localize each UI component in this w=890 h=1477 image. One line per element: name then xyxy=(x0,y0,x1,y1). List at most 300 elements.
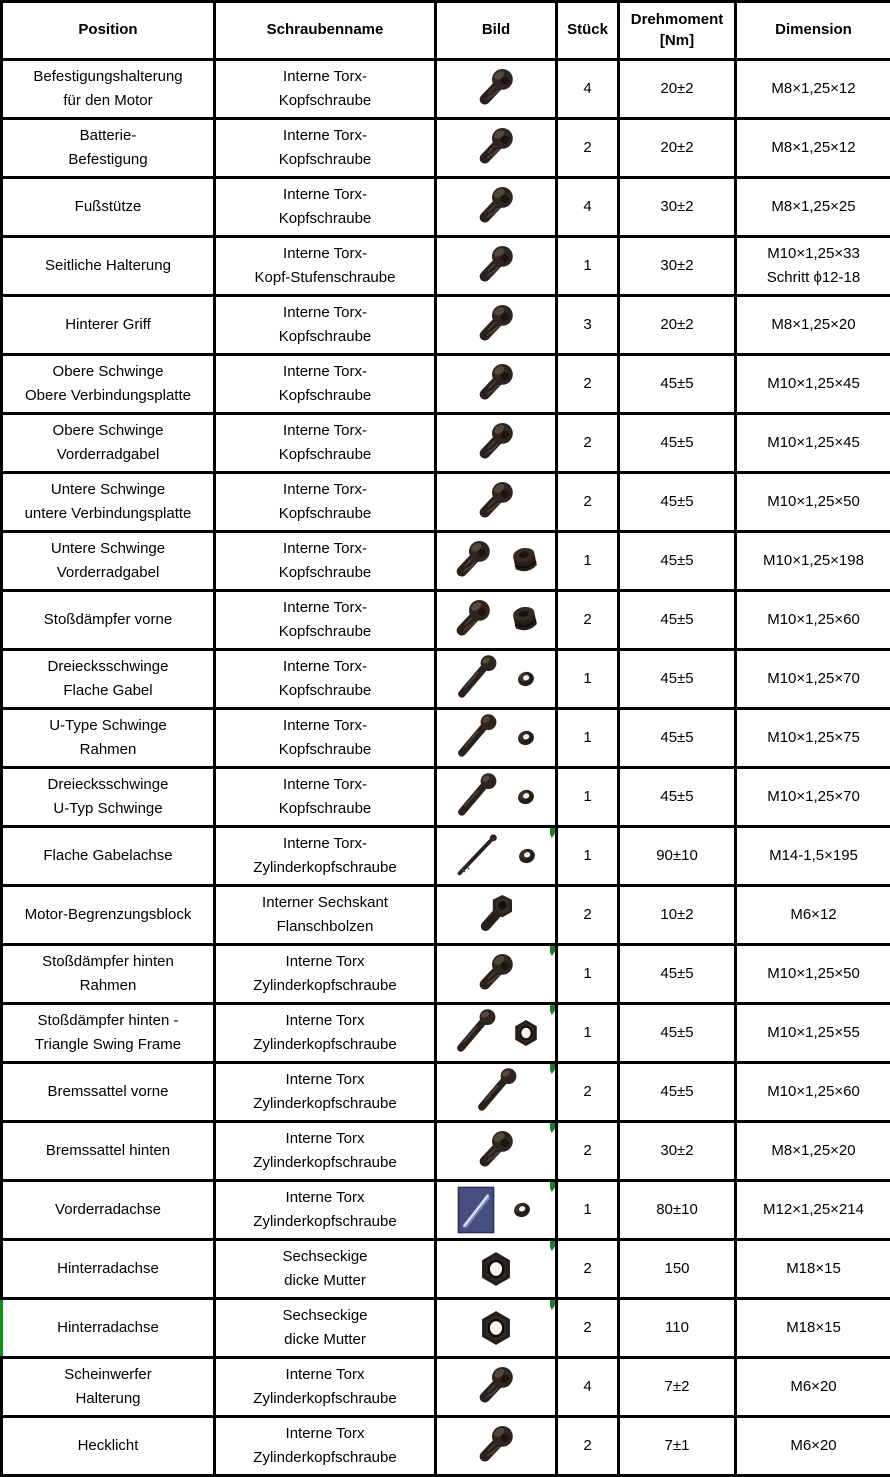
table-header xyxy=(2,2,890,60)
position-cell xyxy=(2,119,215,178)
cell-line: 10±2 xyxy=(622,903,732,927)
drehmoment-cell xyxy=(619,473,736,532)
cell-line: 45±5 xyxy=(622,1080,732,1104)
cell-line: für den Motor xyxy=(5,89,211,113)
cell-line: Interne Torx- xyxy=(218,773,432,797)
schraubenname-cell xyxy=(215,296,436,355)
cell-line: 20±2 xyxy=(622,136,732,160)
table-row xyxy=(2,1358,890,1417)
cell-line: M10×1,25×50 xyxy=(739,490,888,514)
dimension-cell xyxy=(736,473,890,532)
stueck-cell xyxy=(557,296,619,355)
table-row xyxy=(2,886,890,945)
torx-screw-icon xyxy=(472,242,520,290)
cell-line: Interne Torx- xyxy=(218,124,432,148)
cell-line: 1 xyxy=(560,1021,615,1045)
cell-line: Kopfschraube xyxy=(218,738,432,762)
cell-line: dicke Mutter xyxy=(218,1269,432,1293)
cell-line: U-Typ Schwinge xyxy=(5,797,211,821)
dimension-cell xyxy=(736,178,890,237)
col-header-dimension: Dimension xyxy=(736,2,890,60)
table-row xyxy=(2,1240,890,1299)
cell-line: M10×1,25×45 xyxy=(739,431,888,455)
stueck-cell xyxy=(557,945,619,1004)
drehmoment-cell xyxy=(619,1181,736,1240)
cell-line: Interner Sechskant xyxy=(218,891,432,915)
flange-nut-icon xyxy=(506,601,544,639)
torx-screw-icon xyxy=(472,183,520,231)
bild-image-frame xyxy=(436,1181,557,1240)
position-cell xyxy=(2,768,215,827)
dimension-cell xyxy=(736,1181,890,1240)
bild-cell xyxy=(436,414,557,473)
dimension-cell xyxy=(736,827,890,886)
cell-line: Seitliche Halterung xyxy=(5,254,211,278)
header-row xyxy=(2,2,890,60)
cell-line: Sechseckige xyxy=(218,1245,432,1269)
cell-line: Triangle Swing Frame xyxy=(5,1033,211,1057)
drehmoment-cell xyxy=(619,1063,736,1122)
dimension-cell xyxy=(736,1299,890,1358)
blue-axle-icon xyxy=(455,1185,497,1235)
cell-line: Flache Gabel xyxy=(5,679,211,703)
schraubenname-cell xyxy=(215,1240,436,1299)
stueck-cell xyxy=(557,1004,619,1063)
table-row xyxy=(2,650,890,709)
drehmoment-cell xyxy=(619,60,736,119)
position-cell xyxy=(2,827,215,886)
bild-image-frame xyxy=(436,119,557,178)
cell-line: Kopfschraube xyxy=(218,207,432,231)
table-row xyxy=(2,355,890,414)
col-header-schraubenname: Schraubenname xyxy=(215,2,436,60)
cell-line: Zylinderkopfschraube xyxy=(218,974,432,998)
cell-line: M18×15 xyxy=(739,1316,888,1340)
cell-line: M10×1,25×60 xyxy=(739,608,888,632)
cell-line: Dreiecksschwinge xyxy=(5,655,211,679)
cell-line: Untere Schwinge xyxy=(5,478,211,502)
dimension-cell xyxy=(736,1122,890,1181)
cell-line: 45±5 xyxy=(622,726,732,750)
cell-line: Interne Torx xyxy=(218,950,432,974)
table-row xyxy=(2,945,890,1004)
bild-image-frame xyxy=(436,1299,557,1358)
drehmoment-cell xyxy=(619,768,736,827)
cell-line: 20±2 xyxy=(622,313,732,337)
cell-line: 1 xyxy=(560,1198,615,1222)
bild-image-frame xyxy=(436,945,557,1004)
green-anchor-marker xyxy=(550,1005,555,1015)
bild-image-frame xyxy=(436,591,557,650)
schraubenname-cell xyxy=(215,532,436,591)
cell-line: Interne Torx- xyxy=(218,537,432,561)
cell-line: 2 xyxy=(560,431,615,455)
drehmoment-cell xyxy=(619,296,736,355)
cell-line: 45±5 xyxy=(622,785,732,809)
drehmoment-cell xyxy=(619,650,736,709)
stueck-cell xyxy=(557,60,619,119)
cell-line: Hecklicht xyxy=(5,1434,211,1458)
position-cell xyxy=(2,591,215,650)
dimension-cell xyxy=(736,532,890,591)
bild-cell xyxy=(436,1181,557,1240)
schraubenname-cell xyxy=(215,591,436,650)
table-row xyxy=(2,60,890,119)
position-cell xyxy=(2,178,215,237)
washer-icon xyxy=(506,1194,538,1226)
cell-line: Zylinderkopfschraube xyxy=(218,1092,432,1116)
table-row xyxy=(2,1299,890,1358)
position-cell xyxy=(2,1240,215,1299)
washer-icon xyxy=(511,840,543,872)
drehmoment-cell xyxy=(619,237,736,296)
bild-cell xyxy=(436,1417,557,1476)
cell-line: Zylinderkopfschraube xyxy=(218,1033,432,1057)
torx-screw-icon xyxy=(472,65,520,113)
cell-line: Kopfschraube xyxy=(218,679,432,703)
cell-line: 2 xyxy=(560,1316,615,1340)
cell-line: M10×1,25×75 xyxy=(739,726,888,750)
cell-line: 45±5 xyxy=(622,667,732,691)
table-row xyxy=(2,237,890,296)
cell-line: 1 xyxy=(560,549,615,573)
bild-cell xyxy=(436,178,557,237)
position-cell xyxy=(2,296,215,355)
dimension-cell xyxy=(736,591,890,650)
position-cell xyxy=(2,414,215,473)
bild-image-frame xyxy=(436,827,557,886)
cell-line: 45±5 xyxy=(622,490,732,514)
cell-line: M6×12 xyxy=(739,903,888,927)
cell-line: 2 xyxy=(560,608,615,632)
cell-line: 30±2 xyxy=(622,254,732,278)
cell-line: Interne Torx- xyxy=(218,478,432,502)
dimension-cell xyxy=(736,650,890,709)
cell-line: dicke Mutter xyxy=(218,1328,432,1352)
schraubenname-cell xyxy=(215,178,436,237)
table-row xyxy=(2,414,890,473)
table-row xyxy=(2,1417,890,1476)
table-row xyxy=(2,119,890,178)
long-screw-icon xyxy=(450,1008,500,1058)
cell-line: 2 xyxy=(560,1257,615,1281)
cell-line: M8×1,25×12 xyxy=(739,136,888,160)
dimension-cell xyxy=(736,1358,890,1417)
stueck-cell xyxy=(557,178,619,237)
cell-line: M18×15 xyxy=(739,1257,888,1281)
cell-line: 45±5 xyxy=(622,549,732,573)
cell-line: Obere Schwinge xyxy=(5,419,211,443)
bild-cell xyxy=(436,1240,557,1299)
cell-line: M8×1,25×12 xyxy=(739,77,888,101)
position-cell xyxy=(2,1181,215,1240)
hex-nut-icon xyxy=(474,1306,518,1350)
bild-cell xyxy=(436,1299,557,1358)
cell-line: Befestigung xyxy=(5,148,211,172)
schraubenname-cell xyxy=(215,650,436,709)
bild-image-frame xyxy=(436,768,557,827)
cell-line: Kopfschraube xyxy=(218,325,432,349)
cell-line: Batterie- xyxy=(5,124,211,148)
cell-line: Zylinderkopfschraube xyxy=(218,1151,432,1175)
drehmoment-cell xyxy=(619,1417,736,1476)
cell-line: Obere Schwinge xyxy=(5,360,211,384)
cell-line: Interne Torx xyxy=(218,1422,432,1446)
drehmoment-cell xyxy=(619,1122,736,1181)
torx-screw-icon xyxy=(472,360,520,408)
dimension-cell xyxy=(736,1240,890,1299)
bild-cell xyxy=(436,650,557,709)
dimension-cell xyxy=(736,355,890,414)
cell-line: Interne Torx- xyxy=(218,655,432,679)
drehmoment-cell xyxy=(619,355,736,414)
bild-image-frame xyxy=(436,237,557,296)
dimension-cell xyxy=(736,119,890,178)
hex-nut-icon xyxy=(509,1016,543,1050)
cell-line: 2 xyxy=(560,1434,615,1458)
cell-line: Bremssattel vorne xyxy=(5,1080,211,1104)
long-screw-icon xyxy=(451,772,501,822)
cell-line: Rahmen xyxy=(5,974,211,998)
cell-line: M12×1,25×214 xyxy=(739,1198,888,1222)
cell-line: Interne Torx xyxy=(218,1009,432,1033)
position-cell xyxy=(2,650,215,709)
hex-flange-bolt-icon xyxy=(472,891,520,939)
cell-line: 1 xyxy=(560,844,615,868)
drehmoment-cell xyxy=(619,532,736,591)
bild-image-frame xyxy=(436,1240,557,1299)
position-cell xyxy=(2,60,215,119)
col-header-stueck: Stück xyxy=(557,2,619,60)
green-anchor-marker xyxy=(550,946,555,956)
green-anchor-marker xyxy=(550,828,555,838)
stueck-cell xyxy=(557,1063,619,1122)
cell-line: 1 xyxy=(560,667,615,691)
cell-line: Hinterer Griff xyxy=(5,313,211,337)
table-row xyxy=(2,1122,890,1181)
col-header-drehmoment: Drehmoment [Nm] xyxy=(619,2,736,60)
green-anchor-marker xyxy=(550,1182,555,1192)
drehmoment-cell xyxy=(619,709,736,768)
washer-icon xyxy=(510,781,542,813)
drehmoment-cell xyxy=(619,414,736,473)
cell-line: Interne Torx- xyxy=(218,301,432,325)
cell-line: Fußstütze xyxy=(5,195,211,219)
stueck-cell xyxy=(557,414,619,473)
bild-cell xyxy=(436,1063,557,1122)
schraubenname-cell xyxy=(215,886,436,945)
cell-line: 1 xyxy=(560,254,615,278)
cell-line: Interne Torx- xyxy=(218,419,432,443)
position-cell xyxy=(2,1417,215,1476)
dimension-cell xyxy=(736,1063,890,1122)
cell-line: 45±5 xyxy=(622,608,732,632)
cell-line: 90±10 xyxy=(622,844,732,868)
cell-line: 45±5 xyxy=(622,1021,732,1045)
cell-line: Kopfschraube xyxy=(218,148,432,172)
drehmoment-cell xyxy=(619,1299,736,1358)
cell-line: Kopf-Stufenschraube xyxy=(218,266,432,290)
bild-cell xyxy=(436,473,557,532)
cell-line: 1 xyxy=(560,726,615,750)
cell-line: Untere Schwinge xyxy=(5,537,211,561)
table-row xyxy=(2,1181,890,1240)
cell-line: 2 xyxy=(560,372,615,396)
cell-line: Schritt ϕ12-18 xyxy=(739,266,888,290)
stueck-cell xyxy=(557,1358,619,1417)
torx-screw-icon xyxy=(472,1422,520,1470)
schraubenname-cell xyxy=(215,827,436,886)
cell-line: untere Verbindungsplatte xyxy=(5,502,211,526)
stueck-cell xyxy=(557,591,619,650)
schraubenname-cell xyxy=(215,1181,436,1240)
schraubenname-cell xyxy=(215,1299,436,1358)
green-anchor-marker xyxy=(550,1241,555,1251)
dimension-cell xyxy=(736,237,890,296)
position-cell xyxy=(2,1063,215,1122)
torx-screw-icon xyxy=(472,1127,520,1175)
cell-line: Hinterradachse xyxy=(5,1257,211,1281)
stueck-cell xyxy=(557,1417,619,1476)
bild-image-frame xyxy=(436,1358,557,1417)
drehmoment-cell xyxy=(619,591,736,650)
cell-line: 80±10 xyxy=(622,1198,732,1222)
stueck-cell xyxy=(557,1181,619,1240)
torx-screw-icon xyxy=(472,950,520,998)
drehmoment-cell xyxy=(619,1004,736,1063)
cell-line: 1 xyxy=(560,962,615,986)
cell-line: 20±2 xyxy=(622,77,732,101)
cell-line: 45±5 xyxy=(622,372,732,396)
position-cell xyxy=(2,709,215,768)
dimension-cell xyxy=(736,768,890,827)
torx-screw-icon xyxy=(449,537,497,585)
bild-cell xyxy=(436,60,557,119)
cell-line: Kopfschraube xyxy=(218,443,432,467)
position-cell xyxy=(2,1358,215,1417)
drehmoment-cell xyxy=(619,178,736,237)
torx-screw-icon xyxy=(472,419,520,467)
hex-nut-icon xyxy=(474,1247,518,1291)
cell-line: Kopfschraube xyxy=(218,797,432,821)
table-row xyxy=(2,768,890,827)
stueck-cell xyxy=(557,1122,619,1181)
bild-cell xyxy=(436,1122,557,1181)
cell-line: 4 xyxy=(560,77,615,101)
cell-line: Obere Verbindungsplatte xyxy=(5,384,211,408)
bild-image-frame xyxy=(436,473,557,532)
schraubenname-cell xyxy=(215,473,436,532)
cell-line: Sechseckige xyxy=(218,1304,432,1328)
cell-line: Kopfschraube xyxy=(218,384,432,408)
cell-line: 2 xyxy=(560,490,615,514)
bild-image-frame xyxy=(436,296,557,355)
stueck-cell xyxy=(557,768,619,827)
torx-screw-icon xyxy=(472,1363,520,1411)
cell-line: U-Type Schwinge xyxy=(5,714,211,738)
schraubenname-cell xyxy=(215,414,436,473)
bild-image-frame xyxy=(436,886,557,945)
bild-cell xyxy=(436,945,557,1004)
stueck-cell xyxy=(557,650,619,709)
drehmoment-cell xyxy=(619,827,736,886)
cell-line: 150 xyxy=(622,1257,732,1281)
green-anchor-marker xyxy=(550,1300,555,1310)
dimension-cell xyxy=(736,60,890,119)
washer-icon xyxy=(510,722,542,754)
bild-image-frame xyxy=(436,532,557,591)
stueck-cell xyxy=(557,709,619,768)
bild-cell xyxy=(436,296,557,355)
dimension-cell xyxy=(736,886,890,945)
drehmoment-cell xyxy=(619,945,736,1004)
position-cell xyxy=(2,886,215,945)
cell-line: Interne Torx- xyxy=(218,832,432,856)
cell-line: Interne Torx xyxy=(218,1363,432,1387)
table-row xyxy=(2,473,890,532)
long-screw-icon xyxy=(451,713,501,763)
schraubenname-cell xyxy=(215,1004,436,1063)
bild-cell xyxy=(436,532,557,591)
cell-line: Interne Torx- xyxy=(218,183,432,207)
torx-screw-icon xyxy=(449,596,497,644)
table-row xyxy=(2,591,890,650)
cell-line: Interne Torx xyxy=(218,1186,432,1210)
bild-image-frame xyxy=(436,414,557,473)
cell-line: 2 xyxy=(560,903,615,927)
cell-line: M10×1,25×33 xyxy=(739,242,888,266)
schraubenname-cell xyxy=(215,1358,436,1417)
cell-line: Interne Torx- xyxy=(218,242,432,266)
cell-line: Interne Torx- xyxy=(218,714,432,738)
torx-screw-icon xyxy=(472,301,520,349)
drehmoment-cell xyxy=(619,1240,736,1299)
table-row xyxy=(2,532,890,591)
cell-line: 7±1 xyxy=(622,1434,732,1458)
cell-line: 2 xyxy=(560,136,615,160)
schraubenname-cell xyxy=(215,709,436,768)
stueck-cell xyxy=(557,473,619,532)
bild-cell xyxy=(436,1358,557,1417)
torx-screw-icon xyxy=(472,124,520,172)
table-row xyxy=(2,709,890,768)
cell-line: Flanschbolzen xyxy=(218,915,432,939)
cell-line: Kopfschraube xyxy=(218,502,432,526)
bild-image-frame xyxy=(436,709,557,768)
bild-image-frame xyxy=(436,178,557,237)
cell-line: Kopfschraube xyxy=(218,89,432,113)
torx-screw-icon xyxy=(472,478,520,526)
cell-line: Zylinderkopfschraube xyxy=(218,856,432,880)
table-row xyxy=(2,296,890,355)
position-cell xyxy=(2,355,215,414)
cell-line: Dreiecksschwinge xyxy=(5,773,211,797)
long-screw-icon xyxy=(471,1067,521,1117)
cell-line: Befestigungshalterung xyxy=(5,65,211,89)
dimension-cell xyxy=(736,945,890,1004)
flange-nut-icon xyxy=(506,542,544,580)
cell-line: Zylinderkopfschraube xyxy=(218,1446,432,1470)
bild-image-frame xyxy=(436,1063,557,1122)
cell-line: 3 xyxy=(560,313,615,337)
cell-line: 30±2 xyxy=(622,195,732,219)
position-cell xyxy=(2,1122,215,1181)
cell-line: Hinterradachse xyxy=(5,1316,211,1340)
cell-line: Interne Torx xyxy=(218,1068,432,1092)
cell-line: M8×1,25×25 xyxy=(739,195,888,219)
table-body xyxy=(2,60,890,1476)
cell-line: Rahmen xyxy=(5,738,211,762)
